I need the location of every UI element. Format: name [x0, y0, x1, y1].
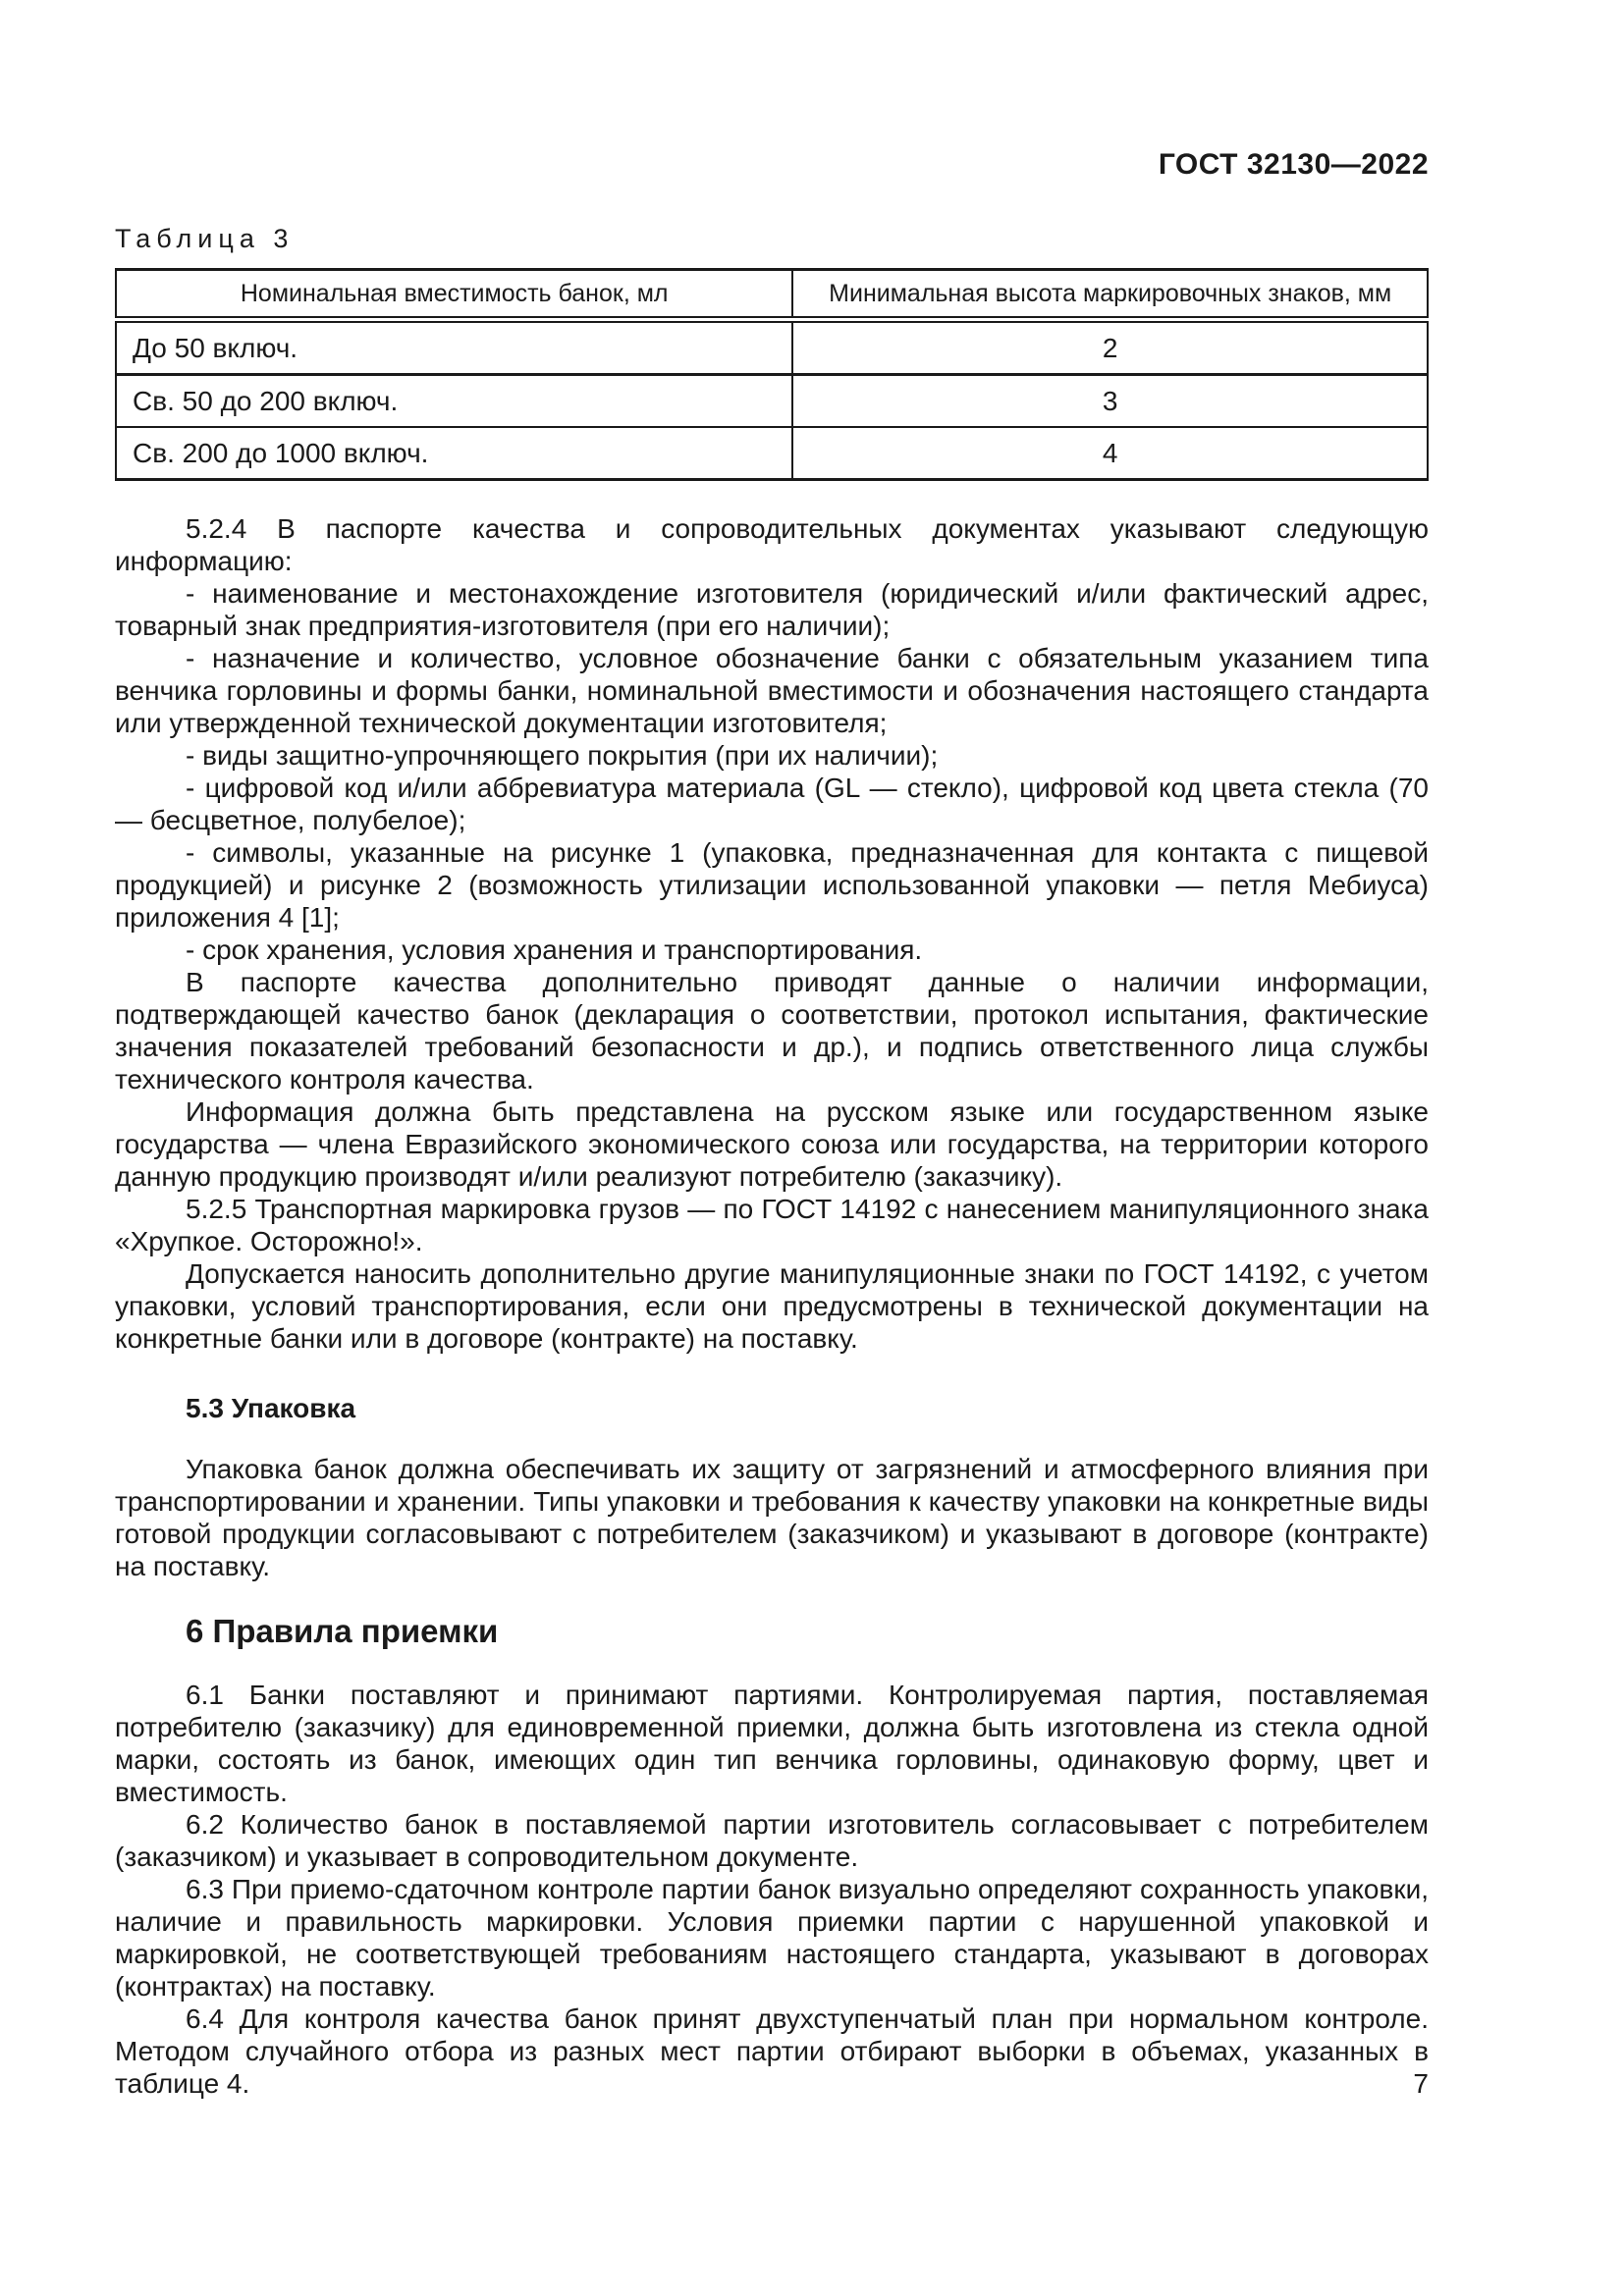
paragraph-64: 6.4 Для контроля качества банок принят двухступенчатый план при нормальном контроле. Методом случайного отбора из разных мест партии отбирают выборки в объемах, указанных в таблице 4. [115, 2003, 1429, 2099]
paragraph-63: 6.3 При приемо-сдаточном контроле партии банок визуально определяют сохранность упаковки, наличие и правильность маркировки. Условия приемки партии с нарушенной упаковкой и маркировкой, не соответствующей требованиям настоящего стандарта, указывают в договорах (контрактах) на поставку. [115, 1874, 1429, 2002]
table-caption: Таблица 3 [115, 224, 295, 253]
section-524-text [115, 512, 1429, 1355]
cell-min-height: 3 [792, 375, 1428, 428]
section-heading-53: 5.3 Упаковка [186, 1393, 356, 1423]
list-item-designation: - назначение и количество, условное обозначение банки с обязательным указанием типа венчика горловины и формы банки, номинальной вместимости и обозначения настоящего стандарта или утвержденной технической документации изготовителя; [115, 643, 1429, 738]
paragraph-62: 6.2 Количество банок в поставляемой партии изготовитель согласовывает с потребителем (заказчиком) и указывает в сопроводительном документе. [115, 1809, 1429, 1872]
cell-min-height: 4 [1102, 438, 1118, 468]
section-53-text [115, 1453, 1429, 1582]
section-heading-6: 6 Правила приемки [186, 1613, 499, 1649]
cell-capacity: Св. 50 до 200 включ. [116, 375, 792, 428]
paragraph-525-transport-marking: 5.2.5 Транспортная маркировка грузов — по ГОСТ 14192 с нанесением манипуляционного знака «Хрупкое. Осторожно!». [115, 1194, 1429, 1256]
paragraph-61: 6.1 Банки поставляют и принимают партиями. Контролируемая партия, поставляемая потребителю (заказчику) для единовременной приемки, должна быть изготовлена из стекла одной марки, состоять из банок, имеющих один тип венчика горловины, одинаковую форму, цвет и вместимость. [115, 1680, 1429, 1807]
page-number: 7 [1413, 2068, 1429, 2099]
list-item-symbols: - символы, указанные на рисунке 1 (упаковка, предназначенная для контакта с пищевой продукцией) и рисунке 2 (возможность утилизации использованной упаковки — петля Мебиуса) приложения 4 [1]; [115, 837, 1429, 933]
table-row [116, 320, 1428, 375]
marking-height-table [115, 268, 1429, 481]
table-row [116, 375, 1428, 428]
cell-min-height: 2 [792, 320, 1428, 375]
paragraph-quality-passport: В паспорте качества дополнительно приводят данные о наличии информации, подтверждающей качество банок (декларация о соответствии, протокол испытания, фактические значения показателей требований безопасности и др.), и подпись ответственного лица службы технического контроля качества. [115, 967, 1429, 1095]
paragraph-524-intro: 5.2.4 В паспорте качества и сопроводительных документах указывают следующую информацию: [115, 513, 1429, 576]
paragraph-additional-signs: Допускается наносить дополнительно другие манипуляционные знаки по ГОСТ 14192, с учетом упаковки, условий транспортирования, если они предусмотрены в технической документации на конкретные банки или в договоре (контракте) на поставку. [115, 1258, 1429, 1354]
section-6-text [115, 1679, 1429, 2100]
table-row [116, 427, 1428, 480]
list-item-coating: - виды защитно-упрочняющего покрытия (при их наличии); [186, 740, 939, 771]
list-item-manufacturer: - наименование и местонахождение изготовителя (юридический и/или фактический адрес, товарный знак предприятия-изготовителя (при его наличии); [115, 578, 1429, 641]
cell-capacity: Св. 200 до 1000 включ. [116, 427, 792, 480]
paragraph-language: Информация должна быть представлена на русском языке или государственном языке государства — члена Евразийского экономического союза или государства, на территории которого данную продукцию производят и/или реализуют потребителю (заказчику). [115, 1096, 1429, 1192]
column-header-min-height: Минимальная высота маркировочных знаков, мм [792, 270, 1428, 320]
paragraph-packaging: Упаковка банок должна обеспечивать их защиту от загрязнений и атмосферного влияния при транспортировании и хранении. Типы упаковки и требования к качеству упаковки на конкретные виды готовой продукции согласовывают с потребителем (заказчиком) и указывают в договоре (контракте) на поставку. [115, 1454, 1429, 1581]
list-item-storage: - срок хранения, условия хранения и транспортирования. [186, 934, 923, 965]
doc-code-header: ГОСТ 32130—2022 [1158, 148, 1429, 181]
list-item-material-code: - цифровой код и/или аббревиатура материала (GL — стекло), цифровой код цвета стекла (70 — бесцветное, полубелое); [115, 773, 1429, 835]
column-header-capacity: Номинальная вместимость банок, мл [116, 270, 792, 320]
cell-capacity: До 50 включ. [116, 320, 792, 375]
table-header-row [116, 270, 1428, 320]
